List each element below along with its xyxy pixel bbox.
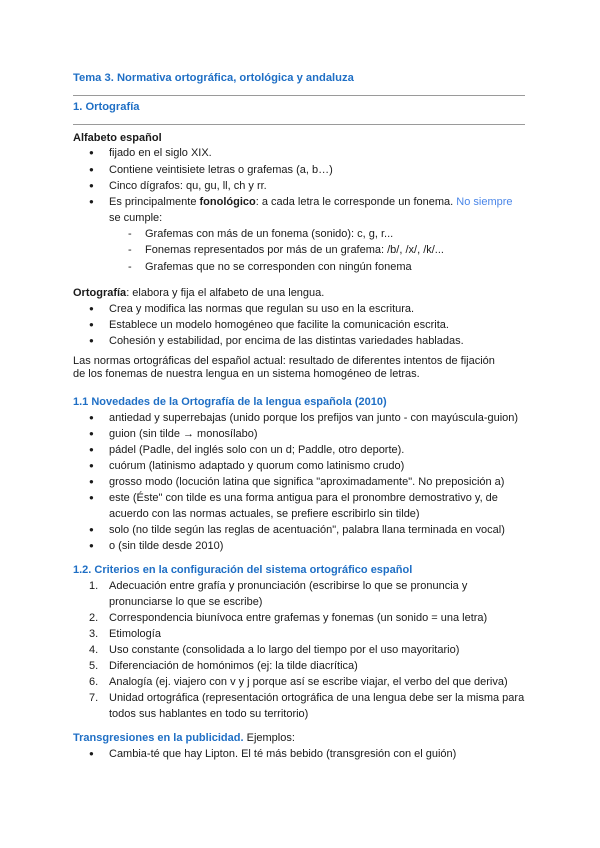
text: Es principalmente	[109, 196, 200, 208]
bullet-icon: ●	[89, 461, 94, 470]
bullet-icon: ●	[89, 525, 94, 534]
paragraph-line: Las normas ortográficas del español actual: resultado de diferentes intentos de fijación	[73, 355, 495, 367]
bullet-icon: ●	[89, 541, 94, 550]
section-heading-ortografia: 1. Ortografía	[73, 101, 140, 113]
list-item	[109, 194, 513, 210]
list-item: guion (sin tilde → monosílabo)	[109, 428, 258, 440]
sub-list-item: Grafemas que no se corresponden con ningún fonema	[145, 261, 412, 273]
bullet-icon: ●	[89, 477, 94, 486]
sub-list-item: Grafemas con más de un fonema (sonido): c, g, r...	[145, 228, 394, 240]
list-item: Diferenciación de homónimos (ej: la tilde diacrítica)	[109, 660, 358, 672]
highlight: No siempre	[456, 196, 513, 208]
list-item: o (sin tilde desde 2010)	[109, 540, 224, 552]
sub-list-item: Fonemas representados por más de un grafema: /b/, /x/, /k/...	[145, 244, 444, 256]
list-item: grosso modo (locución latina que significa "aproximadamente". No preposición a)	[109, 476, 505, 488]
list-item-continuation: acuerdo con las normas actuales, se prefiere escribirlo sin tilde)	[109, 508, 420, 520]
list-item-continuation: pronunciarse lo que se escribe)	[109, 596, 263, 608]
list-item: Uso constante (consolidada a lo largo del tiempo por el uso mayoritario)	[109, 644, 460, 656]
list-item: pádel (Padle, del inglés solo con un d; Paddle, otro deporte).	[109, 444, 405, 456]
list-number: 6.	[89, 676, 99, 688]
emphasis: fonológico	[199, 196, 256, 208]
transgresiones-heading	[73, 730, 295, 746]
alfabeto-heading: Alfabeto español	[73, 132, 162, 144]
bullet-icon: ●	[89, 429, 94, 438]
section-heading-novedades: 1.1 Novedades de la Ortografía de la lengua española (2010)	[73, 396, 387, 408]
list-item: Establece un modelo homogéneo que facilite la comunicación escrita.	[109, 319, 449, 331]
ortografia-definition	[73, 285, 324, 301]
list-item: Unidad ortográfica (representación ortográfica de una lengua debe ser la misma para	[109, 692, 525, 704]
bullet-icon: ●	[89, 304, 94, 313]
section-heading-criterios: 1.2. Criterios en la configuración del sistema ortográfico español	[73, 564, 413, 576]
list-number: 2.	[89, 612, 99, 624]
list-item: Cohesión y estabilidad, por encima de las distintas variedades habladas.	[109, 335, 464, 347]
divider	[73, 95, 525, 96]
paragraph-line: de los fonemas de nuestra lengua en un sistema homogéneo de letras.	[73, 368, 420, 380]
list-item: cuórum (latinismo adaptado y quorum como latinismo crudo)	[109, 460, 405, 472]
bullet-icon: ●	[89, 445, 94, 454]
bullet-icon: ●	[89, 320, 94, 329]
term: Ortografía	[73, 287, 127, 299]
list-item: solo (no tilde según las reglas de acentuación", palabra llana terminada en vocal)	[109, 524, 505, 536]
heading: Transgresiones en la publicidad.	[73, 732, 244, 744]
list-item: Correspondencia biunívoca entre grafemas y fonemas (un sonido = una letra)	[109, 612, 488, 624]
text: : elabora y fija el alfabeto de una lengua.	[126, 287, 325, 299]
list-item: Analogía (ej. viajero con v y j porque así se escribe viajar, el verbo del que deriva)	[109, 676, 508, 688]
document-title: Tema 3. Normativa ortográfica, ortológica y andaluza	[73, 72, 354, 84]
list-number: 5.	[89, 660, 99, 672]
dash-icon: -	[128, 244, 132, 256]
text: : a cada letra le corresponde un fonema.	[255, 196, 457, 208]
list-number: 4.	[89, 644, 99, 656]
list-item: antiedad y superrebajas (unido porque los prefijos van junto - con mayúscula-guion)	[109, 412, 519, 424]
list-item: Adecuación entre grafía y pronunciación (escribirse lo que se pronuncia y	[109, 580, 468, 592]
list-item: Crea y modifica las normas que regulan su uso en la escritura.	[109, 303, 415, 315]
list-number: 7.	[89, 692, 99, 704]
bullet-icon: ●	[89, 413, 94, 422]
list-item: Cambia-té que hay Lipton. El té más bebido (transgresión con el guión)	[109, 748, 457, 760]
list-item-continuation: todos sus hablantes en todo su territorio)	[109, 708, 309, 720]
bullet-icon: ●	[89, 493, 94, 502]
list-item: este (Éste" con tilde es una forma antigua para el pronombre demostrativo y, de	[109, 492, 498, 504]
bullet-icon: ●	[89, 165, 94, 174]
bullet-icon: ●	[89, 749, 94, 758]
list-item: Etimología	[109, 628, 161, 640]
list-item-continuation: se cumple:	[109, 212, 163, 224]
list-item: Contiene veintisiete letras o grafemas (a, b…)	[109, 164, 333, 176]
bullet-icon: ●	[89, 148, 94, 157]
list-number: 1.	[89, 580, 99, 592]
dash-icon: -	[128, 261, 132, 273]
bullet-icon: ●	[89, 181, 94, 190]
list-item: Cinco dígrafos: qu, gu, ll, ch y rr.	[109, 180, 267, 192]
divider	[73, 124, 525, 125]
list-item: fijado en el siglo XIX.	[109, 147, 212, 159]
text: Ejemplos:	[243, 732, 295, 744]
bullet-icon: ●	[89, 197, 94, 206]
list-number: 3.	[89, 628, 99, 640]
bullet-icon: ●	[89, 336, 94, 345]
dash-icon: -	[128, 228, 132, 240]
